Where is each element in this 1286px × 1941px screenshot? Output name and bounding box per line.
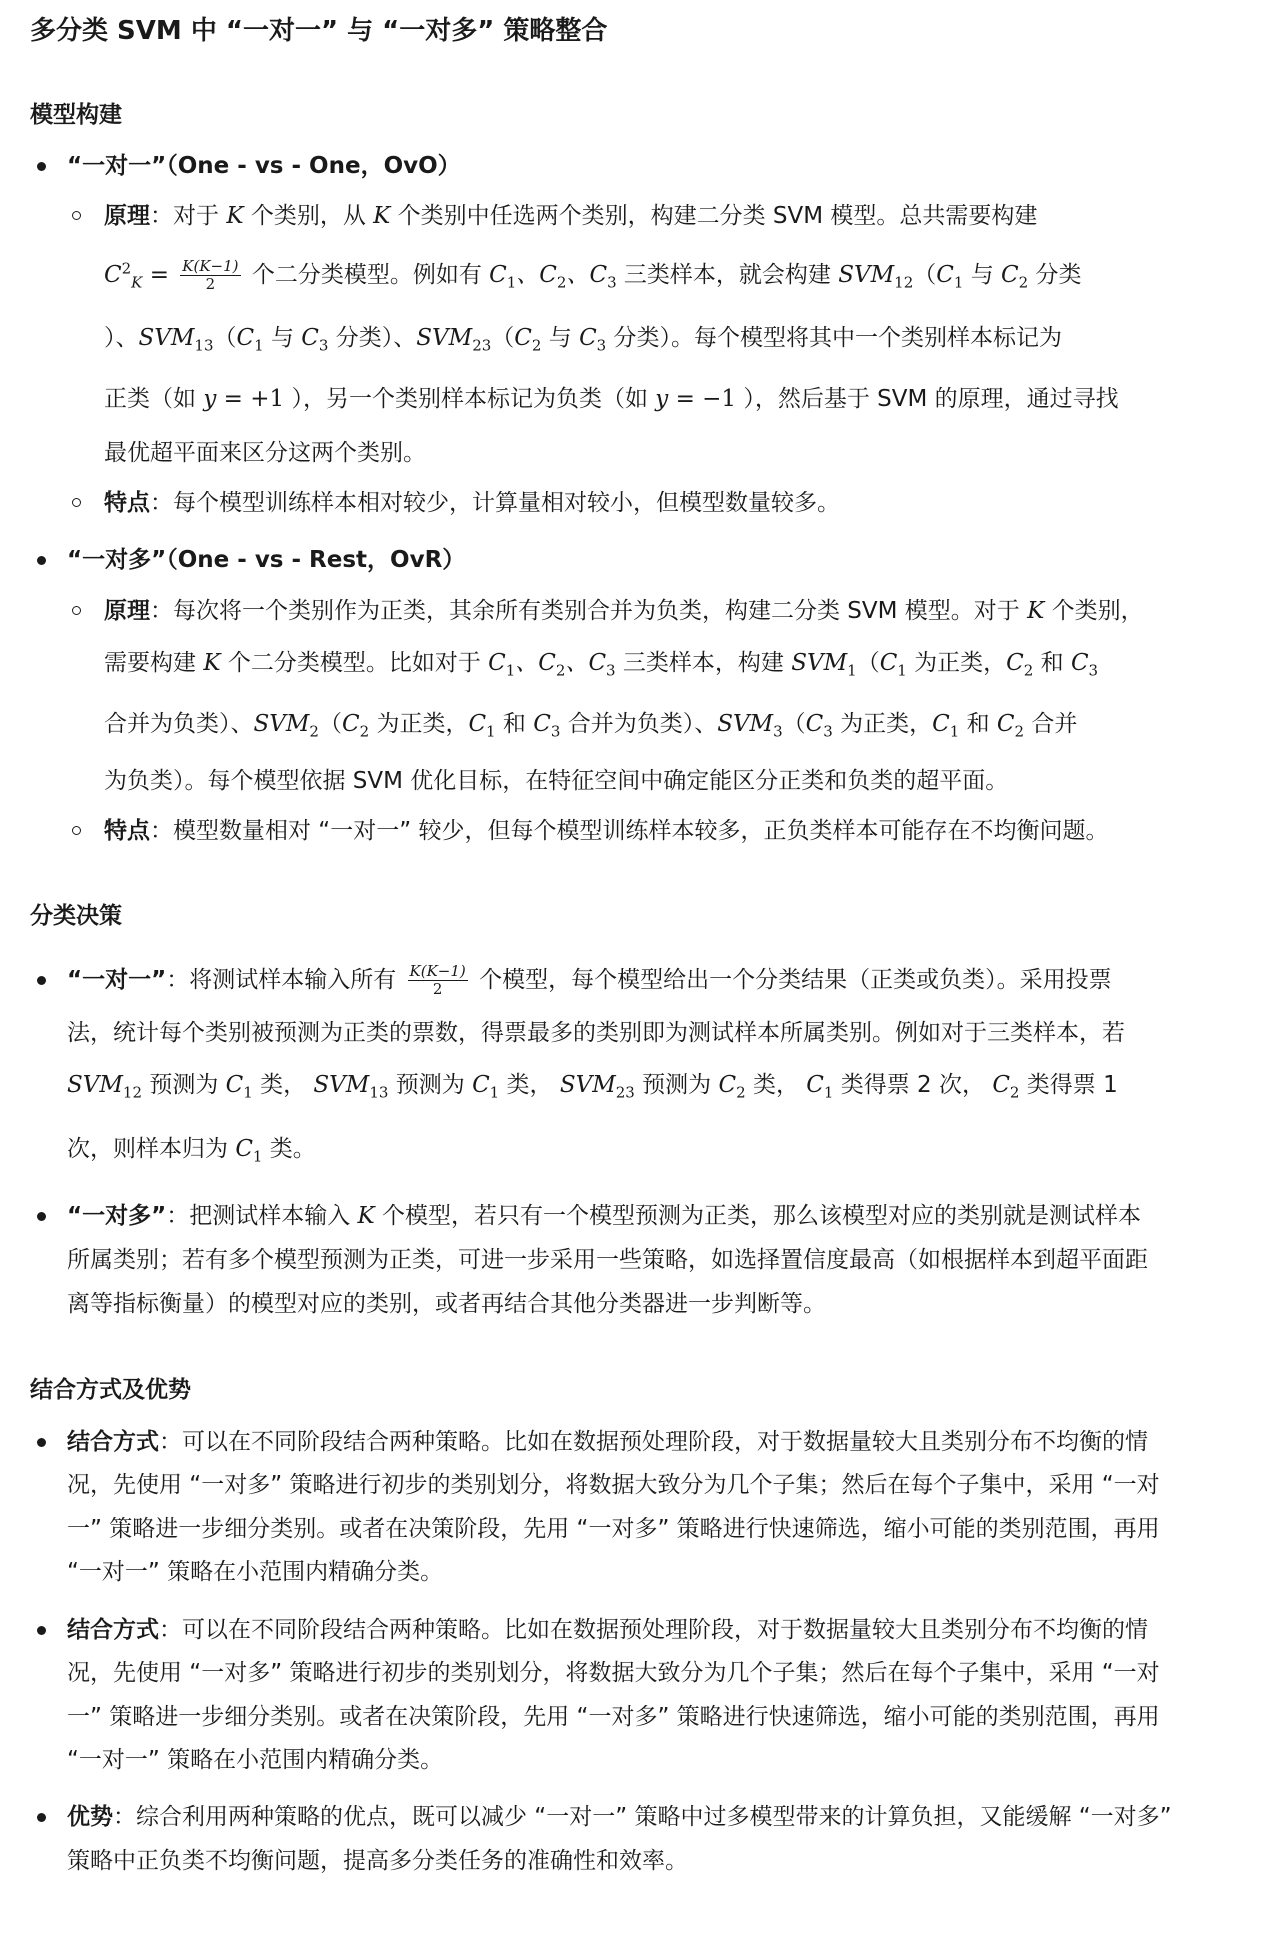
math-k: K bbox=[226, 203, 244, 229]
combine-item2-line-1 bbox=[67, 1615, 1148, 1645]
ovr-principle-label: 原理 bbox=[104, 598, 150, 624]
ovo-principle-line-2: $C^2_K$ = $\frac{K(K-1)}{2}$ 个二分类模型。例如有 $C_1$、$C_2$、$C_3$ 三类样本，就会构建 $SVM_{12}(C_1$ 与 $C_2$ 分类 bbox=[104, 257, 1082, 293]
text-run: 类， bbox=[506, 1072, 553, 1098]
section-heading-decision: 分类决策 bbox=[30, 903, 122, 929]
section-heading-model-build: 模型构建 bbox=[30, 102, 122, 128]
math-c1: $C_1$ bbox=[932, 711, 960, 741]
combine-item2-line-4: “一对一” 策略在小范围内精确分类。 bbox=[67, 1747, 444, 1773]
text-run: 和 bbox=[966, 711, 990, 737]
text-run: 合并 bbox=[1031, 711, 1078, 737]
text-run: 和 bbox=[1040, 650, 1064, 676]
math-c2: $C_2$ bbox=[992, 1072, 1020, 1102]
math-c2: $C_2$ bbox=[996, 711, 1025, 741]
text-run: 合并为负类）、 bbox=[567, 711, 718, 737]
text-run: 个模型，若只有一个模型预测为正类，那么该模型对应的类别就是测试样本 bbox=[382, 1203, 1142, 1229]
math-c2: $C_2$ bbox=[341, 711, 370, 741]
text-run: 预测为 bbox=[395, 1072, 465, 1098]
sub-bullet-circle bbox=[72, 211, 81, 220]
text-run: 与 bbox=[970, 262, 994, 288]
combine-item3-line-2: 策略中正负类不均衡问题，提高多分类任务的准确性和效率。 bbox=[67, 1848, 688, 1874]
text-run: 为正类， bbox=[840, 711, 933, 737]
math-k: K bbox=[203, 650, 221, 676]
text-run: 类， bbox=[260, 1072, 307, 1098]
decision-ovr-label: “一对多” bbox=[67, 1203, 167, 1229]
section-heading-combine: 结合方式及优势 bbox=[30, 1377, 191, 1403]
text-run: ），然后基于 SVM 的原理，通过寻找 bbox=[743, 386, 1119, 412]
math-ck2: $C^2_K$ bbox=[104, 259, 143, 292]
ovr-feature-label: 特点 bbox=[104, 818, 150, 844]
ovo-principle-line-1 bbox=[104, 201, 1037, 231]
math-c1-c2-c3: $C_1$、$C_2$、$C_3$ bbox=[489, 262, 617, 292]
math-fraction-kk1-2: $\frac{K(K-1)}{2}$ bbox=[182, 257, 239, 293]
math-c2: $C_2$ bbox=[1006, 650, 1034, 680]
decision-ovo-line-4 bbox=[67, 1134, 316, 1164]
ovr-principle-line-1 bbox=[104, 596, 1144, 626]
ovo-feature-label: 特点 bbox=[104, 490, 150, 516]
ovr-feature-line bbox=[104, 816, 1108, 846]
math-svm13: $SVM_{13}$ bbox=[138, 325, 214, 355]
text-run: 预测为 bbox=[149, 1072, 219, 1098]
text-run: ：每个模型训练样本相对较少，计算量相对较小，但模型数量较多。 bbox=[150, 490, 840, 516]
math-c1: $C_1$ bbox=[468, 711, 496, 741]
text-run: 类， bbox=[752, 1072, 799, 1098]
decision-ovr-line-2: 所属类别；若有多个模型预测为正类，可进一步采用一些策略，如选择置信度最高（如根据样本到超平面距 bbox=[67, 1247, 1148, 1273]
combine-item3-line-1 bbox=[67, 1802, 1172, 1832]
combine-item1-line-4: “一对一” 策略在小范围内精确分类。 bbox=[67, 1559, 444, 1585]
ovr-principle-line-2: 需要构建 K 个二分类模型。比如对于 $C_1$、$C_2$、$C_3$ 三类样本，构建 $SVM_1(C_1$ 为正类，$C_2$ 和 $C_3$ bbox=[104, 650, 1099, 680]
text-run: 分类 bbox=[1035, 262, 1082, 288]
math-c1: $C_1$ bbox=[236, 325, 264, 355]
combine-item1-line-2: 况，先使用 “一对多” 策略进行初步的类别划分，将数据大致分为几个子集；然后在每个子集中，采用 “一对 bbox=[67, 1472, 1160, 1498]
math-c1: $C_1$ bbox=[879, 650, 907, 680]
text-run: 三类样本，就会构建 bbox=[623, 262, 831, 288]
math-y-plus1: y = +1 bbox=[203, 386, 285, 412]
text-run: ：对于 bbox=[150, 203, 219, 229]
math-y-minus1: y = −1 bbox=[655, 386, 737, 412]
math-fraction-kk1-2: $\frac{K(K-1)}{2}$ bbox=[409, 962, 466, 998]
math-k: K bbox=[1027, 598, 1045, 624]
text-run: 个类别中任选两个类别，构建二分类 SVM 模型。总共需要构建 bbox=[397, 203, 1038, 229]
ovo-feature-line bbox=[104, 488, 840, 518]
text-run: 次，则样本归为 bbox=[67, 1136, 228, 1162]
math-c1: $C_1$ bbox=[225, 1072, 253, 1102]
ovr-heading: “一对多”（One - vs - Rest，OvR） bbox=[67, 547, 466, 573]
ovo-principle-line-4 bbox=[104, 384, 1119, 414]
math-c3: $C_3$ bbox=[1070, 650, 1099, 680]
ovo-principle-line-3: ）、$SVM_{13}(C_1$ 与 $C_3$ 分类）、$SVM_{23}(C_2$ 与 $C_3$ 分类）。每个模型将其中一个类别样本标记为 bbox=[104, 325, 1063, 355]
text-run: 合并为负类）、 bbox=[104, 711, 254, 737]
math-k: K bbox=[373, 203, 391, 229]
combine-item2-line-3: 一” 策略进一步细分类别。或者在决策阶段，先用 “一对多” 策略进行快速筛选，缩小可能的类别范围，再用 bbox=[67, 1704, 1160, 1730]
math-svm12: $SVM_{12}$ bbox=[838, 262, 914, 292]
math-c2: $C_2$ bbox=[718, 1072, 746, 1102]
math-svm23: $SVM_{23}$ bbox=[559, 1072, 635, 1102]
decision-ovo-line-2: 法，统计每个类别被预测为正类的票数，得票最多的类别即为测试样本所属类别。例如对于三类样本，若 bbox=[67, 1020, 1125, 1046]
combine-item2-line-2: 况，先使用 “一对多” 策略进行初步的类别划分，将数据大致分为几个子集；然后在每个子集中，采用 “一对 bbox=[67, 1660, 1160, 1686]
combine-item3-label: 优势 bbox=[67, 1804, 113, 1830]
sub-bullet-circle bbox=[72, 606, 81, 615]
bullet-dot bbox=[37, 1212, 46, 1221]
text-run: ）、 bbox=[104, 325, 139, 351]
ovo-principle-line-5: 最优超平面来区分这两个类别。 bbox=[104, 440, 426, 466]
decision-ovr-line-1 bbox=[67, 1201, 1141, 1231]
text-run: 需要构建 bbox=[104, 650, 196, 676]
math-c3: $C_3$ bbox=[533, 711, 561, 741]
page-title: 多分类 SVM 中 “一对一” 与 “一对多” 策略整合 bbox=[30, 16, 608, 46]
text-run: ：模型数量相对 “一对一” 较少，但每个模型训练样本较多，正负类样本可能存在不均衡问题。 bbox=[150, 818, 1109, 844]
text-run: ：可以在不同阶段结合两种策略。比如在数据预处理阶段，对于数据量较大且类别分布不均衡的情 bbox=[159, 1429, 1148, 1455]
math-svm23: $SVM_{23}$ bbox=[416, 325, 492, 355]
text-run: 预测为 bbox=[642, 1072, 712, 1098]
math-svm2: $SVM_2$ bbox=[253, 711, 319, 741]
text-run: 个二分类模型。比如对于 bbox=[227, 650, 481, 676]
math-svm1: $SVM_1$ bbox=[791, 650, 857, 680]
text-run: 个二分类模型。例如有 bbox=[251, 262, 482, 288]
text-run: ），另一个类别样本标记为负类（如 bbox=[291, 386, 648, 412]
decision-ovr-line-3: 离等指标衡量）的模型对应的类别，或者再结合其他分类器进一步判断等。 bbox=[67, 1291, 826, 1317]
text-run: 为正类， bbox=[914, 650, 1007, 676]
math-equals: = bbox=[149, 262, 177, 288]
math-c1: $C_1$ bbox=[235, 1136, 263, 1166]
text-run: 分类）、 bbox=[335, 325, 417, 351]
math-c1: $C_1$ bbox=[806, 1072, 834, 1102]
text-run: 个类别，从 bbox=[250, 203, 366, 229]
text-run: 类得票 2 次， bbox=[840, 1072, 985, 1098]
text-run: 三类样本，构建 bbox=[622, 650, 784, 676]
combine-item1-line-1 bbox=[67, 1427, 1148, 1457]
text-run: ：每次将一个类别作为正类，其余所有类别合并为负类，构建二分类 SVM 模型。对于 bbox=[150, 598, 1020, 624]
math-c1: $C_1$ bbox=[936, 262, 964, 292]
math-c3: $C_3$ bbox=[579, 325, 607, 355]
decision-ovo-line-1 bbox=[67, 963, 1112, 998]
combine-item1-label: 结合方式 bbox=[67, 1429, 159, 1455]
combine-item2-label: 结合方式 bbox=[67, 1617, 159, 1643]
text-run: 分类）。每个模型将其中一个类别样本标记为 bbox=[613, 325, 1063, 351]
text-run: 为正类， bbox=[376, 711, 469, 737]
combine-item1-line-3: 一” 策略进一步细分类别。或者在决策阶段，先用 “一对多” 策略进行快速筛选，缩小可能的类别范围，再用 bbox=[67, 1516, 1160, 1542]
text-run: ：可以在不同阶段结合两种策略。比如在数据预处理阶段，对于数据量较大且类别分布不均衡的情 bbox=[159, 1617, 1148, 1643]
math-c1-c2-c3: $C_1$、$C_2$、$C_3$ bbox=[488, 650, 616, 680]
text-run: 与 bbox=[270, 325, 294, 351]
text-run: 类得票 1 bbox=[1026, 1072, 1118, 1098]
math-svm3: $SVM_3$ bbox=[717, 711, 783, 741]
ovr-principle-line-4: 为负类）。每个模型依据 SVM 优化目标，在特征空间中确定能区分正类和负类的超平面。 bbox=[104, 768, 1009, 794]
math-c3: $C_3$ bbox=[805, 711, 833, 741]
sub-bullet-circle bbox=[72, 826, 81, 835]
ovr-principle-line-3: 合并为负类）、$SVM_2(C_2$ 为正类，$C_1$ 和 $C_3$ 合并为负类）、$SVM_3(C_3$ 为正类，$C_1$ 和 $C_2$ 合并 bbox=[104, 711, 1078, 741]
text-run: 和 bbox=[502, 711, 526, 737]
text-run: ：把测试样本输入 bbox=[166, 1203, 351, 1229]
bullet-dot bbox=[37, 556, 46, 565]
text-run: 个模型，每个模型给出一个分类结果（正类或负类）。采用投票 bbox=[479, 967, 1112, 993]
ovo-principle-label: 原理 bbox=[104, 203, 150, 229]
bullet-dot bbox=[37, 976, 46, 985]
math-c1: $C_1$ bbox=[472, 1072, 500, 1102]
math-c3: $C_3$ bbox=[301, 325, 329, 355]
math-k: K bbox=[357, 1203, 375, 1229]
ovo-heading: “一对一”（One - vs - One，OvO） bbox=[67, 153, 461, 179]
bullet-dot bbox=[37, 1813, 46, 1822]
text-run: 个类别， bbox=[1051, 598, 1144, 624]
text-run: ：将测试样本输入所有 bbox=[166, 967, 397, 993]
bullet-dot bbox=[37, 1438, 46, 1447]
text-run: 类。 bbox=[269, 1136, 316, 1162]
math-svm12: $SVM_{12}$ bbox=[67, 1072, 143, 1102]
sub-bullet-circle bbox=[72, 498, 81, 507]
text-run: 与 bbox=[548, 325, 572, 351]
text-run: ：综合利用两种策略的优点，既可以减少 “一对一” 策略中过多模型带来的计算负担，又能缓解 “一对多” bbox=[113, 1804, 1172, 1830]
bullet-dot bbox=[37, 1626, 46, 1635]
math-c2: $C_2$ bbox=[1001, 262, 1029, 292]
math-c2: $C_2$ bbox=[514, 325, 542, 355]
math-svm13: $SVM_{13}$ bbox=[313, 1072, 389, 1102]
decision-ovo-line-3 bbox=[67, 1070, 1118, 1100]
text-run: 正类（如 bbox=[104, 386, 196, 412]
bullet-dot bbox=[37, 162, 46, 171]
decision-ovo-label: “一对一” bbox=[67, 967, 167, 993]
